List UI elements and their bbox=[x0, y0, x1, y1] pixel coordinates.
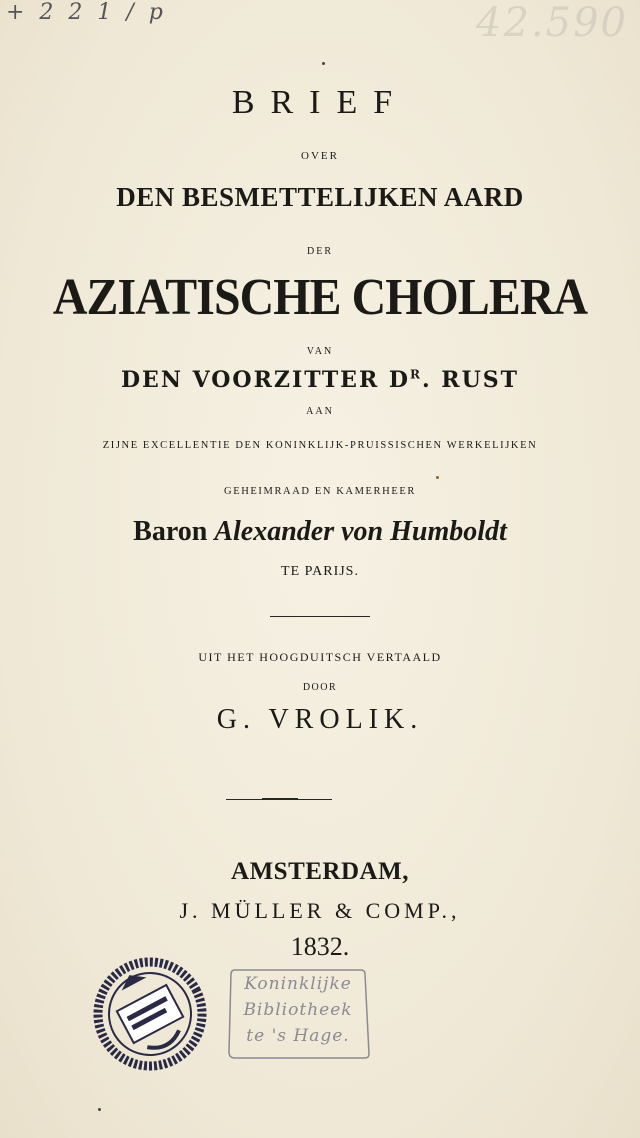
author-name-prefix: DEN VOORZITTER D bbox=[120, 367, 410, 393]
title-over: OVER bbox=[301, 150, 339, 162]
author-name-sup: R bbox=[409, 367, 422, 382]
library-seal-stamp-icon bbox=[92, 956, 208, 1072]
title-der: DER bbox=[307, 246, 333, 257]
author-name bbox=[0, 367, 640, 393]
title-subject: DEN BESMETTELIJKEN AARD bbox=[116, 182, 524, 212]
recipient-line1: ZIJNE EXCELLENTIE DEN KONINKLIJK-PRUISSISCHEN WERKELIJKEN bbox=[102, 440, 538, 451]
recipient-humboldt: Alexander von Humboldt bbox=[214, 516, 507, 547]
divider-rule bbox=[270, 616, 370, 617]
translator-name: G. VROLIK. bbox=[216, 704, 424, 735]
handwritten-shelf-note: + 2 2 1 / p bbox=[6, 0, 167, 25]
author-van: VAN bbox=[306, 346, 334, 357]
ink-speck bbox=[98, 1108, 101, 1111]
translation-door: DOOR bbox=[302, 682, 338, 693]
library-stamp bbox=[223, 968, 373, 1060]
recipient-aan: AAN bbox=[306, 406, 334, 417]
library-stamp-line1: Koninklijke bbox=[244, 974, 352, 994]
imprint-year: 1832. bbox=[290, 932, 350, 961]
imprint-publisher: J. MÜLLER & COMP., bbox=[179, 898, 461, 923]
ink-speck bbox=[436, 476, 439, 479]
title-disease: AZIATISCHE CHOLERA bbox=[52, 269, 588, 326]
library-stamp-line3: te 's Hage. bbox=[246, 1026, 350, 1046]
recipient-name bbox=[0, 516, 640, 548]
author-name-suffix: . RUST bbox=[421, 367, 520, 393]
ornamental-rule-thick bbox=[262, 798, 298, 800]
faded-shelfmark: 42.590 bbox=[476, 0, 628, 46]
recipient-baron: Baron bbox=[133, 516, 208, 547]
title-brief: BRIEF bbox=[231, 84, 409, 121]
library-stamp-line2: Bibliotheek bbox=[243, 1000, 353, 1020]
recipient-place: TE PARIJS. bbox=[281, 564, 359, 579]
imprint-city: AMSTERDAM, bbox=[231, 858, 409, 885]
recipient-line2: GEHEIMRAAD EN KAMERHEER bbox=[224, 486, 416, 497]
translation-line: UIT HET HOOGDUITSCH VERTAALD bbox=[198, 650, 442, 664]
ink-speck bbox=[322, 62, 325, 65]
